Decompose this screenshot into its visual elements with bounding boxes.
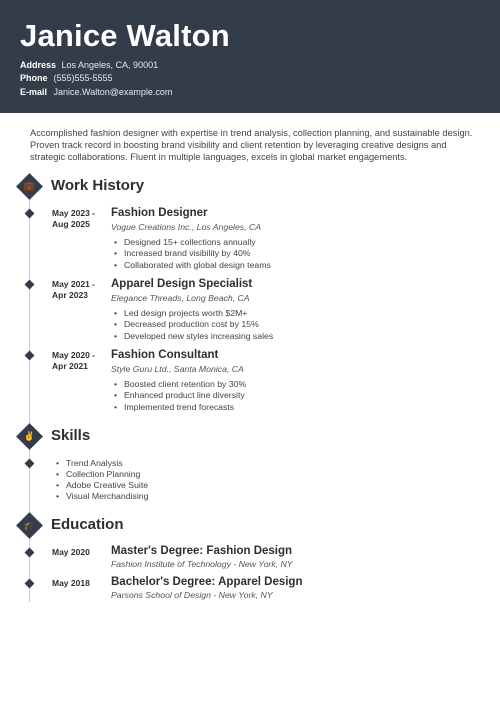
- degree-title: Master's Degree: Fashion Design: [111, 545, 293, 557]
- job-bullets: [114, 379, 246, 413]
- job-date-text: May 2020 - Apr 2021: [52, 350, 95, 371]
- hand-icon: ✌: [16, 423, 43, 450]
- email-value: Janice.Walton@example.com: [53, 87, 173, 97]
- job-bullets: [114, 237, 271, 271]
- list-item: • Developed new styles increasing sales: [114, 331, 273, 342]
- list-item: • Enhanced product line diversity: [114, 390, 246, 401]
- job-date: [52, 350, 95, 372]
- skills-list: [56, 458, 148, 502]
- email-line: [20, 87, 172, 97]
- list-item: • Boosted client retention by 30%: [114, 379, 246, 390]
- timeline-marker: [25, 351, 35, 361]
- list-item: • Collaborated with global design teams: [114, 260, 271, 271]
- work-history-heading: Work History: [51, 177, 145, 194]
- education-heading: Education: [51, 516, 124, 533]
- timeline-marker: [25, 459, 35, 469]
- job-date-text: May 2021 - Apr 2023: [52, 279, 95, 300]
- candidate-name: Janice Walton: [20, 18, 230, 53]
- timeline-line: [29, 186, 30, 602]
- education-date: May 2020: [52, 547, 90, 557]
- timeline-marker: [25, 209, 35, 219]
- resume-header: [0, 0, 500, 113]
- phone-label: Phone: [20, 73, 48, 83]
- address-label: Address: [20, 60, 57, 70]
- job-date: [52, 279, 95, 301]
- school-name: Parsons School of Design - New York, NY: [111, 590, 273, 600]
- list-item: • Implemented trend forecasts: [114, 402, 246, 413]
- degree-title: Bachelor's Degree: Apparel Design: [111, 576, 303, 588]
- list-item: • Collection Planning: [56, 469, 148, 480]
- job-date: [52, 208, 95, 230]
- job-title: Fashion Consultant: [111, 349, 219, 361]
- timeline-marker: [25, 579, 35, 589]
- job-company: Elegance Threads, Long Beach, CA: [111, 293, 250, 303]
- job-date-text: May 2023 - Aug 2025: [52, 208, 95, 229]
- job-title: Apparel Design Specialist: [111, 278, 253, 290]
- graduation-cap-icon: 🎓: [16, 512, 43, 539]
- phone-line: [20, 73, 113, 83]
- briefcase-icon: 💼: [16, 173, 43, 200]
- list-item: • Designed 15+ collections annually: [114, 237, 271, 248]
- list-item: • Trend Analysis: [56, 458, 148, 469]
- address-line: [20, 60, 158, 70]
- professional-summary: Accomplished fashion designer with expertise in trend analysis, collection planning, and sustainable design. Proven track record in boosting brand visibility and client retention by leveraging creative designs and strategic collaborations. Fluent in multiple languages, excels in global market engagements.: [30, 128, 473, 163]
- phone-value: (555)555-5555: [53, 73, 113, 83]
- email-label: E-mail: [20, 87, 48, 97]
- job-company: Style Guru Ltd., Santa Monica, CA: [111, 364, 244, 374]
- timeline-marker: [25, 548, 35, 558]
- address-value: Los Angeles, CA, 90001: [61, 60, 159, 70]
- school-name: Fashion Institute of Technology - New York, NY: [111, 559, 293, 569]
- skills-heading: Skills: [51, 427, 91, 444]
- job-bullets: [114, 308, 273, 342]
- list-item: • Adobe Creative Suite: [56, 480, 148, 491]
- job-company: Vogue Creations Inc., Los Angeles, CA: [111, 222, 262, 232]
- job-title: Fashion Designer: [111, 207, 208, 219]
- education-date: May 2018: [52, 578, 90, 588]
- list-item: • Visual Merchandising: [56, 491, 148, 502]
- list-item: • Increased brand visibility by 40%: [114, 248, 271, 259]
- list-item: • Decreased production cost by 15%: [114, 319, 273, 330]
- list-item: • Led design projects worth $2M+: [114, 308, 273, 319]
- timeline-marker: [25, 280, 35, 290]
